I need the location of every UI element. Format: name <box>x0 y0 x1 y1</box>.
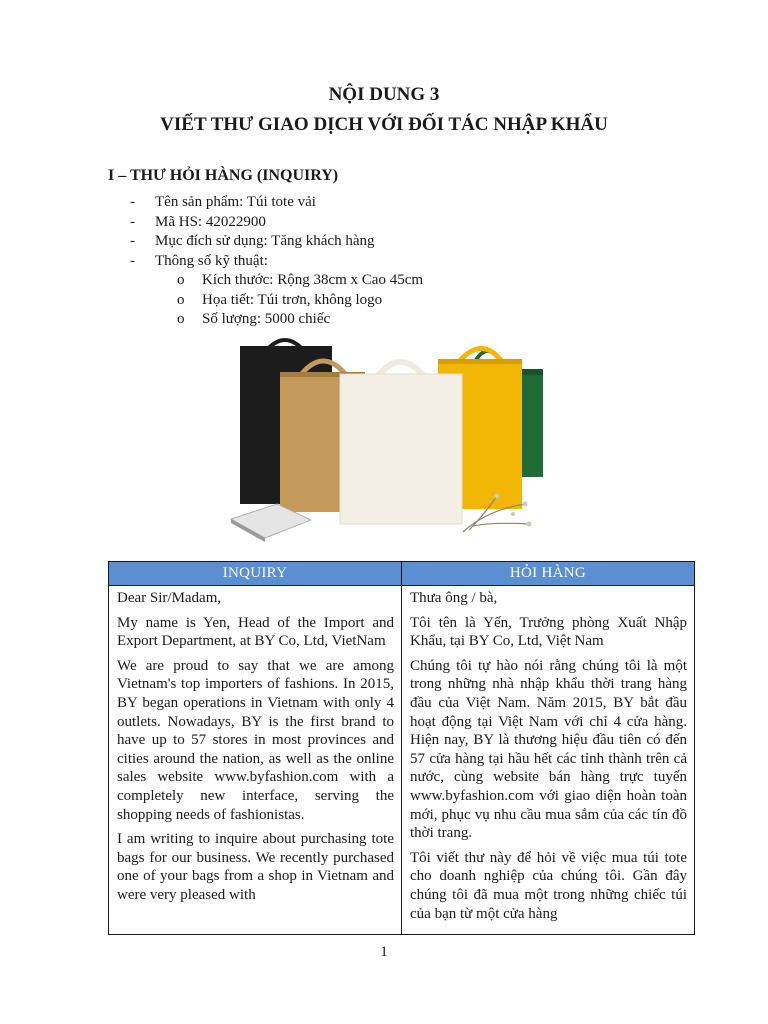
header-english: INQUIRY <box>109 562 402 586</box>
header-vietnamese: HỎI HÀNG <box>402 562 695 586</box>
spec-item-product-name: - Tên sản phẩm: Túi tote vải <box>130 194 316 210</box>
natural-tote-bag <box>340 362 462 524</box>
vietnamese-letter-cell <box>402 586 695 935</box>
vietnamese-paragraph: Chúng tôi tự hào nói rằng chúng tôi là một trong những nhà nhập khẩu thời trang hàng đầu của Việt Nam. Năm 2015, BY bắt đầu hoạt động tại Việt Nam với chỉ 4 cửa hàng. Hiện nay, BY là thương hiệu đầu tiên có đến 57 cửa hàng tại hầu hết các tỉnh thành trên cả nước, cùng website bán hàng trực tuyến www.byfashion.com với giao diện hoàn toàn mới, phục vụ nhu cầu mua sắm của các tín đồ thời trang. <box>410 657 687 842</box>
section-heading: I – THƯ HỎI HÀNG (INQUIRY) <box>108 167 339 184</box>
vietnamese-paragraph: Tôi viết thư này để hỏi về việc mua túi tote cho doanh nghiệp của chúng tôi. Gần đây chúng tôi đã mua một trong những chiếc túi của bạn từ một cửa hàng <box>410 849 687 922</box>
product-spec-list <box>130 193 423 330</box>
english-letter-cell <box>109 586 402 935</box>
english-paragraph: My name is Yen, Head of the Import and Export Department, at BY Co, Ltd, VietNam <box>117 614 394 650</box>
inquiry-letter-table <box>108 561 695 935</box>
document-subtitle: VIẾT THƯ GIAO DỊCH VỚI ĐỐI TÁC NHẬP KHẨU <box>160 114 608 135</box>
english-paragraph: We are proud to say that we are among Vietnam's top importers of fashions. In 2015, BY began operations in Vietnam with only 4 outlets. Nowadays, BY is the first brand to have up to 57 stores in most provinces and cities around the nation, as well as the online sales website www.byfashion.com with a completely new interface, serving the shopping needs of fashionistas. <box>117 657 394 823</box>
document-title: NỘI DUNG 3 <box>328 84 440 105</box>
page-number: 1 <box>380 944 388 960</box>
vietnamese-paragraph: Thưa ông / bà, <box>410 590 498 606</box>
english-paragraph: Dear Sir/Madam, <box>117 590 222 606</box>
sub-item-size: o Kích thước: Rộng 38cm x Cao 45cm <box>177 272 424 288</box>
sub-item-pattern: o Họa tiết: Túi trơn, không logo <box>177 291 383 308</box>
spec-item-hs-code: - Mã HS: 42022900 <box>130 213 266 230</box>
spec-item-purpose: - Mục đích sử dụng: Tăng khách hàng <box>130 233 375 249</box>
tote-bags-photo <box>225 334 555 549</box>
english-paragraph: I am writing to inquire about purchasing tote bags for our business. We recently purchased one of your bags from a shop in Vietnam and were very pleased with <box>117 831 394 903</box>
technical-sub-list <box>155 271 423 330</box>
spec-item-technical: - Thông số kỹ thuật: o Kích thước: Rộng 38cm x Cao 45cm o Họa tiết: Túi trơn, không logo o Số lượng: 5000 chiếc <box>130 252 423 330</box>
vietnamese-paragraph: Tôi tên là Yến, Trưởng phòng Xuất Nhập Khẩu, tại BY Co, Ltd, Việt Nam <box>410 614 687 650</box>
sub-item-quantity: o Số lượng: 5000 chiếc <box>177 311 331 327</box>
